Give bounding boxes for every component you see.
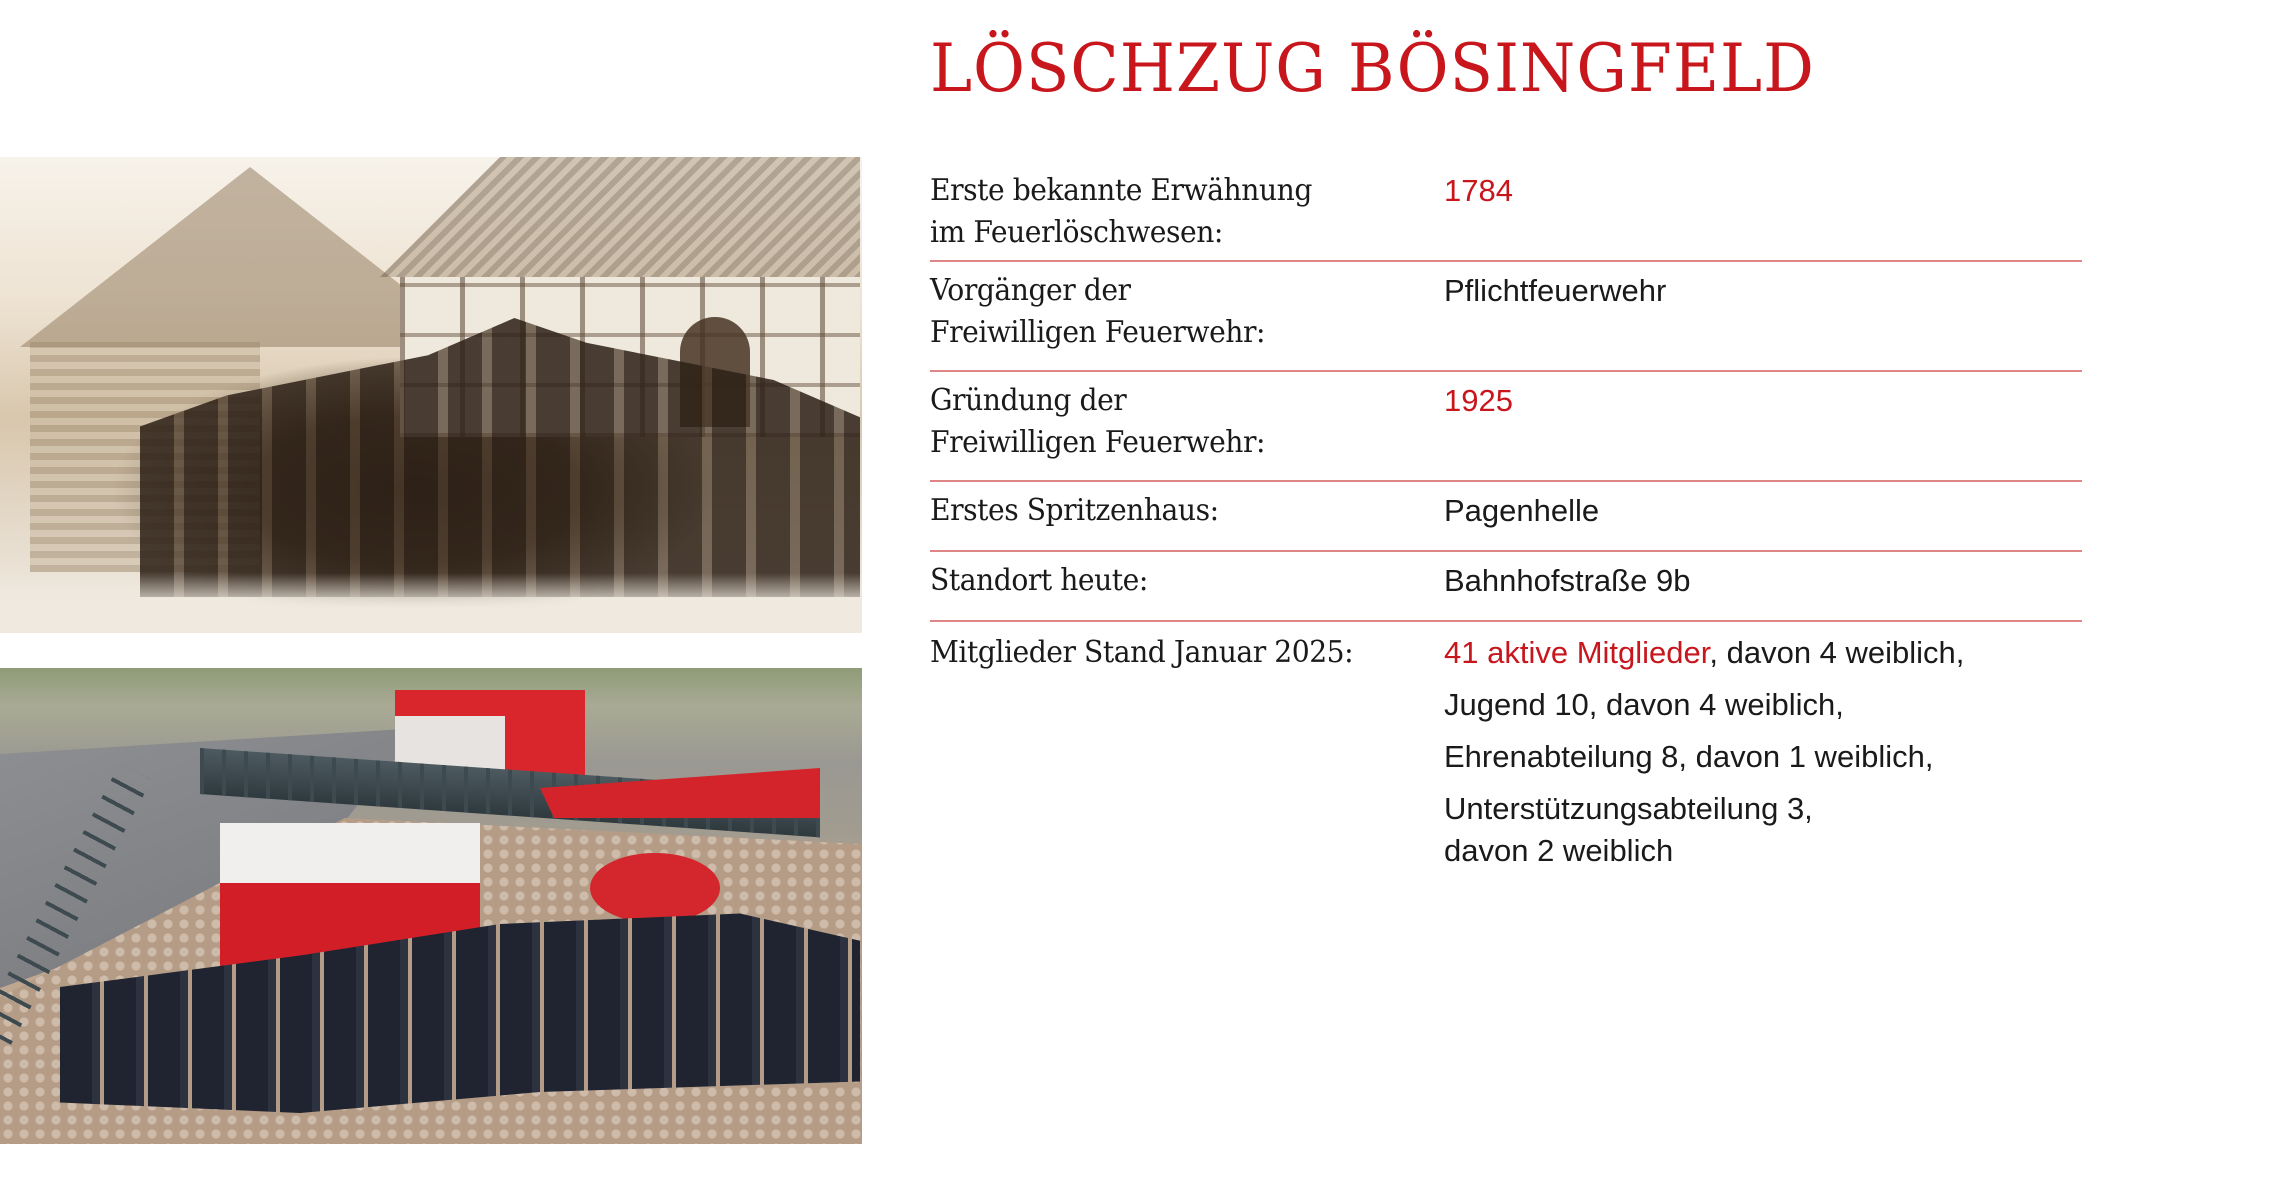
label-line: Erste bekannte Erwähnung <box>930 173 1312 208</box>
members-youth: Jugend 10, davon 4 weiblich, <box>1444 687 1844 722</box>
info-value: Bahnhofstraße 9b <box>1444 563 1691 598</box>
label-line: Erstes Spritzenhaus: <box>930 493 1219 528</box>
modern-group-photo <box>0 668 862 1144</box>
photo-detail-turntable <box>590 853 720 923</box>
label-line: Mitglieder Stand Januar 2025: <box>930 635 1354 670</box>
info-value: 1784 <box>1444 173 1513 208</box>
info-label <box>930 380 1413 480</box>
info-label <box>930 490 1413 550</box>
members-active-highlight: 41 aktive Mitglieder <box>1444 635 1710 670</box>
members-list <box>1444 632 2082 872</box>
info-row-founding <box>930 370 2082 480</box>
info-row-first-fire-house <box>930 480 2082 550</box>
info-row-first-mention <box>930 170 2082 260</box>
info-table <box>930 170 2082 872</box>
info-label <box>930 632 1413 872</box>
info-label <box>930 560 1413 620</box>
info-row-predecessor <box>930 260 2082 370</box>
info-value: 1925 <box>1444 383 1513 418</box>
label-line: Freiwilligen Feuerwehr: <box>930 315 1266 350</box>
label-line: Freiwilligen Feuerwehr: <box>930 425 1266 460</box>
label-line: Gründung der <box>930 383 1127 418</box>
info-row-members <box>930 620 2082 872</box>
label-line: Standort heute: <box>930 563 1148 598</box>
info-value: Pagenhelle <box>1444 493 1600 528</box>
label-line: Vorgänger der <box>930 273 1131 308</box>
members-honorary: Ehrenabteilung 8, davon 1 weiblich, <box>1444 739 1934 774</box>
members-active <box>1444 632 2082 674</box>
info-value: Pflichtfeuerwehr <box>1444 273 1667 308</box>
members-support-line1: Unterstützungsabteilung 3, <box>1444 791 1813 826</box>
label-line: im Feuerlöschwesen: <box>930 215 1223 250</box>
info-row-current-location <box>930 550 2082 620</box>
info-label <box>930 270 1413 370</box>
historic-group-photo <box>0 157 862 633</box>
photo-detail-ground <box>0 573 862 633</box>
page-title: LÖSCHZUG BÖSINGFELD <box>930 30 1815 107</box>
members-support-line2: davon 2 weiblich <box>1444 833 1674 868</box>
members-active-rest: , davon 4 weiblich, <box>1709 635 1965 670</box>
info-label <box>930 170 1413 260</box>
